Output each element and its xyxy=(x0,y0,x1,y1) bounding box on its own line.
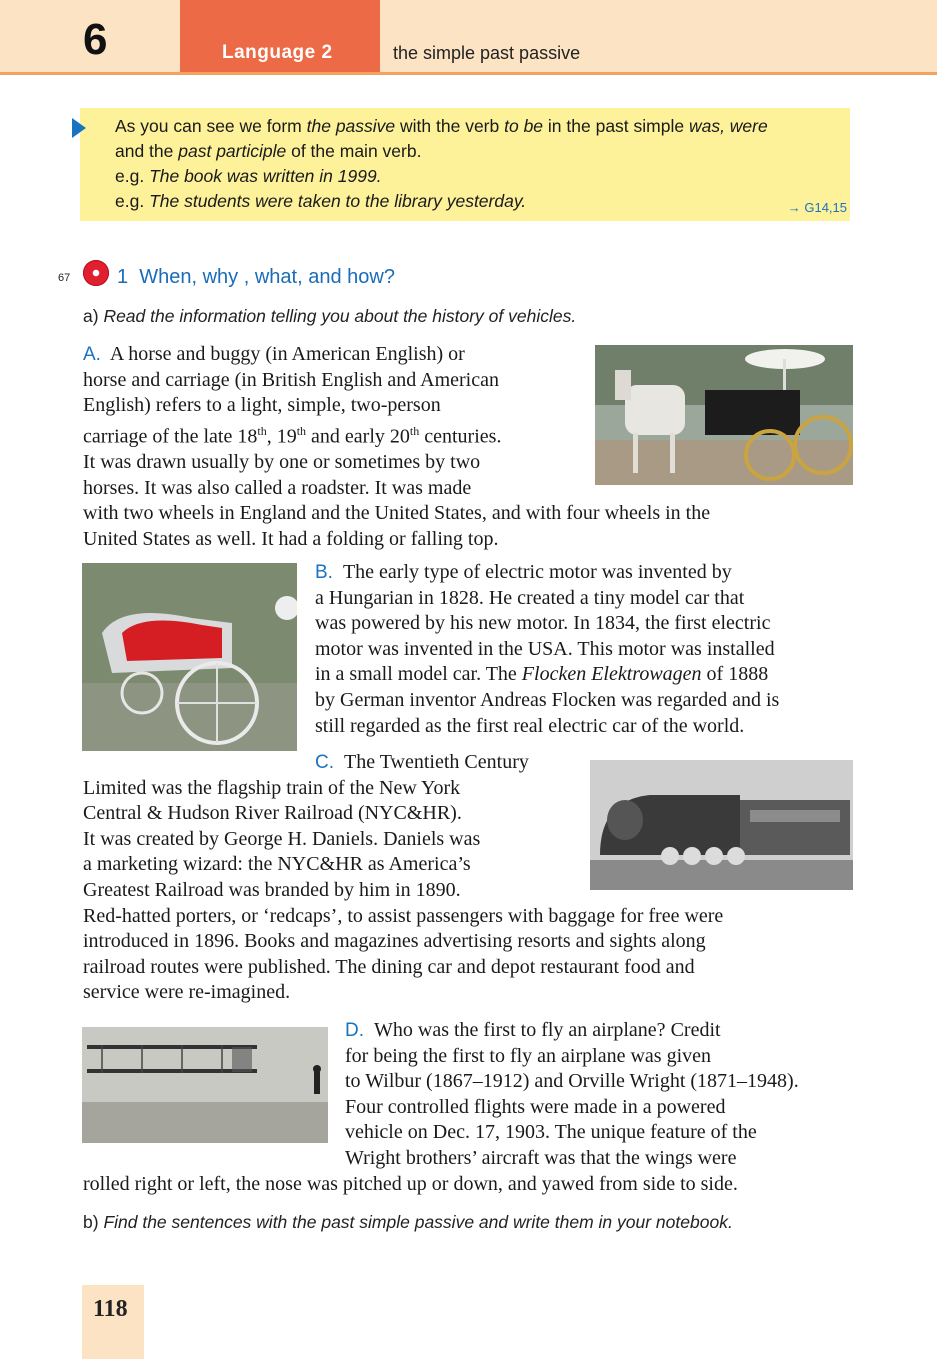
section-d-line: for being the first to fly an airplane was given xyxy=(345,1044,711,1067)
section-c-line: It was created by George H. Daniels. Daniels was xyxy=(83,827,481,850)
section-d-line: Wright brothers’ aircraft was that the wings were xyxy=(345,1146,737,1169)
section-c-line: Limited was the flagship train of the New York xyxy=(83,776,461,799)
audio-track-number: 67 xyxy=(58,272,71,284)
section-c-line: Central & Hudson River Railroad (NYC&HR). xyxy=(83,802,462,825)
grammar-reference[interactable]: → G14,15 xyxy=(787,200,847,215)
section-d-line: D. Who was the first to fly an airplane? Credit xyxy=(345,1019,721,1041)
steam-train-photo xyxy=(590,760,853,890)
section-b-line: still regarded as the first real electric car of the world. xyxy=(315,714,745,737)
section-a-line: A. A horse and buggy (in American English) or xyxy=(83,343,465,365)
page-number: 118 xyxy=(93,1296,128,1322)
section-c-letter: C. xyxy=(315,752,334,773)
info-example-2: e.g. The students were taken to the library yesterday. xyxy=(115,191,527,211)
section-d-letter: D. xyxy=(345,1020,364,1041)
section-d-last-line: rolled right or left, the nose was pitched up or down, and yawed from side to side. xyxy=(83,1173,738,1195)
wright-flyer-photo xyxy=(82,1027,328,1143)
section-a-line: United States as well. It had a folding or falling top. xyxy=(83,527,499,550)
section-b-line: motor was invented in the USA. This motor was installed xyxy=(315,637,775,660)
section-a-line: English) refers to a light, simple, two-person xyxy=(83,394,441,417)
section-a-line: with two wheels in England and the United States, and with four wheels in the xyxy=(83,502,711,525)
info-line-2: and the past participle of the main verb. xyxy=(115,141,422,161)
horse-carriage-photo xyxy=(595,345,853,485)
section-d-line: Four controlled flights were made in a powered xyxy=(345,1095,726,1118)
section-c-line: Greatest Railroad was branded by him in 1890. xyxy=(83,878,461,901)
section-c-line: service were re-imagined. xyxy=(83,981,291,1004)
section-d-text xyxy=(345,1018,865,1172)
section-b-line: by German inventor Andreas Flocken was regarded and is xyxy=(315,688,780,711)
audio-cd-icon[interactable] xyxy=(83,260,109,286)
section-a-line: horse and carriage (in British English and American xyxy=(83,368,499,391)
section-d-line: to Wilbur (1867–1912) and Orville Wright (1871–1948). xyxy=(345,1070,799,1093)
grammar-info-text xyxy=(115,114,850,214)
instruction-b: b) Find the sentences with the past simple passive and write them in your notebook. xyxy=(83,1212,733,1232)
section-b-letter: B. xyxy=(315,562,333,583)
section-d-line: vehicle on Dec. 17, 1903. The unique feature of the xyxy=(345,1121,757,1144)
topic-label: the simple past passive xyxy=(393,43,581,63)
exercise-title: 1 When, why , what, and how? xyxy=(117,266,395,288)
section-a-line: It was drawn usually by one or sometimes by two xyxy=(83,451,481,474)
section-b-text xyxy=(315,560,875,739)
section-b-line: was powered by his new motor. In 1834, the first electric xyxy=(315,612,771,635)
section-a-letter: A. xyxy=(83,344,101,365)
section-c-line: railroad routes were published. The dining car and depot restaurant food and xyxy=(83,955,695,978)
section-c-line: a marketing wizard: the NYC&HR as America’s xyxy=(83,853,471,876)
play-arrow-icon xyxy=(72,118,86,138)
section-b-line: B. The early type of electric motor was invented by xyxy=(315,561,732,583)
info-line-1: As you can see we form the passive with the verb to be in the past simple was, were xyxy=(115,116,768,136)
section-a-line: carriage of the late 18th, 19th and early 20th centuries. xyxy=(83,423,502,448)
instruction-a: a) Read the information telling you about the history of vehicles. xyxy=(83,306,577,326)
section-a-line: horses. It was also called a roadster. It was made xyxy=(83,476,472,499)
section-label: Language 2 xyxy=(222,42,333,63)
section-c-line: introduced in 1896. Books and magazines advertising resorts and sights along xyxy=(83,930,706,953)
section-b-line: in a small model car. The Flocken Elektrowagen of 1888 xyxy=(315,663,769,686)
section-c-line: Red-hatted porters, or ‘redcaps’, to assist passengers with baggage for free were xyxy=(83,904,724,927)
unit-number: 6 xyxy=(83,15,108,64)
section-c-line: C. The Twentieth Century xyxy=(315,751,529,773)
info-example-1: e.g. The book was written in 1999. xyxy=(115,166,382,186)
electric-carriage-photo xyxy=(82,563,297,751)
header-rule xyxy=(0,72,937,75)
section-b-line: a Hungarian in 1828. He created a tiny model car that xyxy=(315,586,745,609)
